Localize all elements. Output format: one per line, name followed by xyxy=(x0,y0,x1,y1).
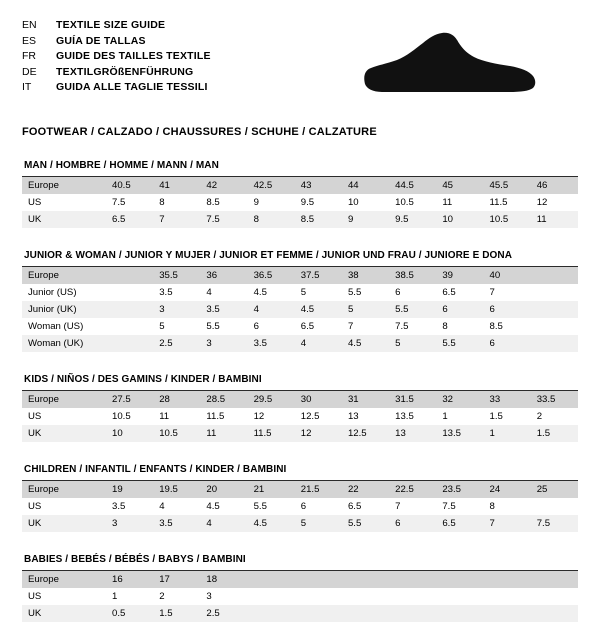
cell: 5 xyxy=(389,335,436,352)
cell xyxy=(295,605,342,622)
language-code: EN xyxy=(22,19,37,31)
section-title: CHILDREN / INFANTIL / ENFANTS / KINDER / BAMBINI xyxy=(22,464,578,481)
cell: 7.5 xyxy=(436,498,483,515)
cell: 6 xyxy=(295,498,342,515)
cell: 12 xyxy=(531,194,578,211)
cell xyxy=(389,605,436,622)
cell: 5.5 xyxy=(342,284,389,301)
cell: 6 xyxy=(248,318,295,335)
cell xyxy=(342,588,389,605)
cell: 6.5 xyxy=(295,318,342,335)
cell: 2.5 xyxy=(200,605,247,622)
table-row xyxy=(22,481,578,498)
row-label: Junior (US) xyxy=(22,284,106,301)
section-title: MAN / HOMBRE / HOMME / MANN / MAN xyxy=(22,160,578,177)
cell xyxy=(436,588,483,605)
table-row xyxy=(22,391,578,408)
footwear-category-line: FOOTWEAR / CALZADO / CHAUSSURES / SCHUHE / CALZATURE xyxy=(22,126,377,138)
cell: 4 xyxy=(248,301,295,318)
cell xyxy=(106,301,153,318)
row-label: Europe xyxy=(22,177,106,194)
cell: 27.5 xyxy=(106,391,153,408)
table-row xyxy=(22,515,578,532)
cell: 32 xyxy=(436,391,483,408)
cell xyxy=(531,605,578,622)
cell: 4.5 xyxy=(248,515,295,532)
cell: 6 xyxy=(484,301,531,318)
cell: 4 xyxy=(153,498,200,515)
language-code: ES xyxy=(22,34,37,47)
cell: 13 xyxy=(342,408,389,425)
cell xyxy=(484,588,531,605)
cell: 8 xyxy=(248,211,295,228)
cell: 23.5 xyxy=(436,481,483,498)
section-kids xyxy=(22,374,578,442)
cell: 41 xyxy=(153,177,200,194)
cell: 5 xyxy=(295,284,342,301)
cell: 1.5 xyxy=(153,605,200,622)
table-row xyxy=(22,211,578,228)
cell: 2 xyxy=(153,588,200,605)
cell: 3 xyxy=(106,515,153,532)
cell: 45 xyxy=(436,177,483,194)
cell: 6 xyxy=(484,335,531,352)
row-label: Europe xyxy=(22,571,106,588)
table-row xyxy=(22,284,578,301)
cell: 1.5 xyxy=(484,408,531,425)
cell: 45.5 xyxy=(484,177,531,194)
cell xyxy=(531,335,578,352)
cell: 7 xyxy=(342,318,389,335)
language-title: GUIDE DES TAILLES TEXTILE xyxy=(56,50,211,63)
cell: 6 xyxy=(389,284,436,301)
section-junior-woman xyxy=(22,250,578,352)
cell: 11 xyxy=(153,408,200,425)
language-row xyxy=(22,80,211,96)
row-label: Europe xyxy=(22,391,106,408)
row-label: Europe xyxy=(22,267,106,284)
language-row xyxy=(22,18,211,34)
cell xyxy=(106,335,153,352)
cell: 5 xyxy=(153,318,200,335)
table-row xyxy=(22,571,578,588)
cell: 6.5 xyxy=(436,284,483,301)
cell: 7.5 xyxy=(389,318,436,335)
cell: 1.5 xyxy=(531,425,578,442)
row-label: Woman (US) xyxy=(22,318,106,335)
row-label: US xyxy=(22,498,106,515)
cell: 17 xyxy=(153,571,200,588)
cell: 4 xyxy=(200,515,247,532)
cell xyxy=(389,588,436,605)
language-title: GUÍA DE TALLAS xyxy=(56,34,146,47)
dress-shoe-icon xyxy=(353,30,538,102)
cell: 42.5 xyxy=(248,177,295,194)
cell: 7 xyxy=(484,515,531,532)
cell: 4 xyxy=(200,284,247,301)
cell xyxy=(531,284,578,301)
cell xyxy=(248,571,295,588)
cell xyxy=(248,605,295,622)
cell: 11.5 xyxy=(484,194,531,211)
cell: 4.5 xyxy=(342,335,389,352)
cell xyxy=(106,318,153,335)
cell: 12.5 xyxy=(295,408,342,425)
cell: 4.5 xyxy=(295,301,342,318)
cell xyxy=(342,571,389,588)
cell: 21.5 xyxy=(295,481,342,498)
cell: 8.5 xyxy=(295,211,342,228)
cell: 25 xyxy=(531,481,578,498)
section-title: KIDS / NIÑOS / DES GAMINS / KINDER / BAMBINI xyxy=(22,374,578,391)
cell: 1 xyxy=(484,425,531,442)
cell: 24 xyxy=(484,481,531,498)
cell: 9 xyxy=(342,211,389,228)
cell: 2 xyxy=(531,408,578,425)
section-title: BABIES / BEBÉS / BÉBÉS / BABYS / BAMBINI xyxy=(22,554,578,571)
cell: 33.5 xyxy=(531,391,578,408)
cell: 7.5 xyxy=(200,211,247,228)
table-row xyxy=(22,301,578,318)
cell: 36.5 xyxy=(248,267,295,284)
language-titles xyxy=(22,18,211,96)
cell: 8.5 xyxy=(484,318,531,335)
row-label: US xyxy=(22,194,106,211)
row-label: Junior (UK) xyxy=(22,301,106,318)
cell: 9.5 xyxy=(295,194,342,211)
cell: 30 xyxy=(295,391,342,408)
section-children xyxy=(22,464,578,532)
cell: 19.5 xyxy=(153,481,200,498)
row-label: UK xyxy=(22,211,106,228)
cell: 11 xyxy=(531,211,578,228)
cell: 5 xyxy=(342,301,389,318)
cell: 16 xyxy=(106,571,153,588)
cell: 36 xyxy=(200,267,247,284)
cell: 9 xyxy=(248,194,295,211)
cell: 8 xyxy=(484,498,531,515)
cell: 4.5 xyxy=(200,498,247,515)
cell xyxy=(106,284,153,301)
cell: 3.5 xyxy=(200,301,247,318)
section-man xyxy=(22,160,578,228)
cell xyxy=(295,588,342,605)
cell: 13.5 xyxy=(436,425,483,442)
cell xyxy=(531,571,578,588)
cell xyxy=(295,571,342,588)
cell: 21 xyxy=(248,481,295,498)
cell: 8 xyxy=(436,318,483,335)
cell xyxy=(389,571,436,588)
cell xyxy=(531,588,578,605)
size-table-babies xyxy=(22,571,578,622)
language-title: TEXTILE SIZE GUIDE xyxy=(56,19,166,31)
language-title: GUIDA ALLE TAGLIE TESSILI xyxy=(56,81,208,94)
cell: 22.5 xyxy=(389,481,436,498)
row-label: Woman (UK) xyxy=(22,335,106,352)
cell xyxy=(531,267,578,284)
table-row xyxy=(22,194,578,211)
size-table-man xyxy=(22,177,578,228)
table-row xyxy=(22,498,578,515)
cell: 22 xyxy=(342,481,389,498)
cell: 44.5 xyxy=(389,177,436,194)
cell: 31.5 xyxy=(389,391,436,408)
cell: 8.5 xyxy=(200,194,247,211)
cell: 46 xyxy=(531,177,578,194)
cell: 7.5 xyxy=(531,515,578,532)
cell: 10.5 xyxy=(153,425,200,442)
cell: 5.5 xyxy=(389,301,436,318)
cell: 3.5 xyxy=(153,284,200,301)
cell xyxy=(436,571,483,588)
cell: 5 xyxy=(295,515,342,532)
section-title: JUNIOR & WOMAN / JUNIOR Y MUJER / JUNIOR ET FEMME / JUNIOR UND FRAU / JUNIORE E DONA xyxy=(22,250,578,267)
cell xyxy=(342,605,389,622)
cell: 9.5 xyxy=(389,211,436,228)
cell: 42 xyxy=(200,177,247,194)
row-label: US xyxy=(22,588,106,605)
table-row xyxy=(22,605,578,622)
cell xyxy=(531,318,578,335)
cell: 0.5 xyxy=(106,605,153,622)
cell: 20 xyxy=(200,481,247,498)
cell: 1 xyxy=(106,588,153,605)
table-row xyxy=(22,318,578,335)
table-row xyxy=(22,267,578,284)
cell: 5.5 xyxy=(248,498,295,515)
cell: 28.5 xyxy=(200,391,247,408)
cell: 13.5 xyxy=(389,408,436,425)
cell: 19 xyxy=(106,481,153,498)
language-code: FR xyxy=(22,50,36,63)
cell: 37.5 xyxy=(295,267,342,284)
cell: 18 xyxy=(200,571,247,588)
table-row xyxy=(22,335,578,352)
cell: 11.5 xyxy=(248,425,295,442)
cell: 5.5 xyxy=(200,318,247,335)
row-label: UK xyxy=(22,425,106,442)
cell: 3 xyxy=(200,588,247,605)
cell: 29.5 xyxy=(248,391,295,408)
cell: 4 xyxy=(295,335,342,352)
cell: 6.5 xyxy=(106,211,153,228)
language-code: IT xyxy=(22,81,32,94)
cell: 11 xyxy=(200,425,247,442)
cell: 8 xyxy=(153,194,200,211)
cell: 11 xyxy=(436,194,483,211)
cell: 1 xyxy=(436,408,483,425)
cell: 3.5 xyxy=(248,335,295,352)
language-row xyxy=(22,49,211,65)
size-table-children xyxy=(22,481,578,532)
cell: 12 xyxy=(295,425,342,442)
language-title: TEXTILGRÖßENFÜHRUNG xyxy=(56,65,194,78)
cell: 10 xyxy=(106,425,153,442)
language-code: DE xyxy=(22,65,37,78)
cell: 7 xyxy=(389,498,436,515)
cell xyxy=(106,267,153,284)
row-label: Europe xyxy=(22,481,106,498)
cell xyxy=(531,498,578,515)
cell: 6.5 xyxy=(436,515,483,532)
cell: 39 xyxy=(436,267,483,284)
cell: 4.5 xyxy=(248,284,295,301)
cell: 10 xyxy=(436,211,483,228)
language-row xyxy=(22,65,211,81)
section-babies xyxy=(22,554,578,622)
cell: 11.5 xyxy=(200,408,247,425)
cell: 5.5 xyxy=(342,515,389,532)
cell: 7.5 xyxy=(106,194,153,211)
cell: 35.5 xyxy=(153,267,200,284)
cell xyxy=(436,605,483,622)
cell: 40 xyxy=(484,267,531,284)
table-row xyxy=(22,425,578,442)
row-label: US xyxy=(22,408,106,425)
cell: 2.5 xyxy=(153,335,200,352)
size-table-kids xyxy=(22,391,578,442)
cell xyxy=(484,571,531,588)
cell: 31 xyxy=(342,391,389,408)
cell: 10.5 xyxy=(106,408,153,425)
cell: 44 xyxy=(342,177,389,194)
row-label: UK xyxy=(22,605,106,622)
cell: 12 xyxy=(248,408,295,425)
cell: 40.5 xyxy=(106,177,153,194)
cell: 28 xyxy=(153,391,200,408)
cell: 5.5 xyxy=(436,335,483,352)
header xyxy=(22,18,578,110)
cell: 7 xyxy=(153,211,200,228)
row-label: UK xyxy=(22,515,106,532)
cell: 7 xyxy=(484,284,531,301)
cell: 3 xyxy=(200,335,247,352)
cell: 38 xyxy=(342,267,389,284)
cell: 3.5 xyxy=(153,515,200,532)
cell: 6 xyxy=(389,515,436,532)
cell: 10.5 xyxy=(389,194,436,211)
cell: 33 xyxy=(484,391,531,408)
language-row xyxy=(22,34,211,50)
cell: 6 xyxy=(436,301,483,318)
cell: 43 xyxy=(295,177,342,194)
cell xyxy=(531,301,578,318)
cell: 3.5 xyxy=(106,498,153,515)
size-table-junior-woman xyxy=(22,267,578,352)
table-row xyxy=(22,588,578,605)
cell: 13 xyxy=(389,425,436,442)
cell xyxy=(248,588,295,605)
table-row xyxy=(22,408,578,425)
cell: 38.5 xyxy=(389,267,436,284)
cell: 10.5 xyxy=(484,211,531,228)
cell xyxy=(484,605,531,622)
cell: 6.5 xyxy=(342,498,389,515)
cell: 12.5 xyxy=(342,425,389,442)
table-row xyxy=(22,177,578,194)
cell: 10 xyxy=(342,194,389,211)
cell: 3 xyxy=(153,301,200,318)
